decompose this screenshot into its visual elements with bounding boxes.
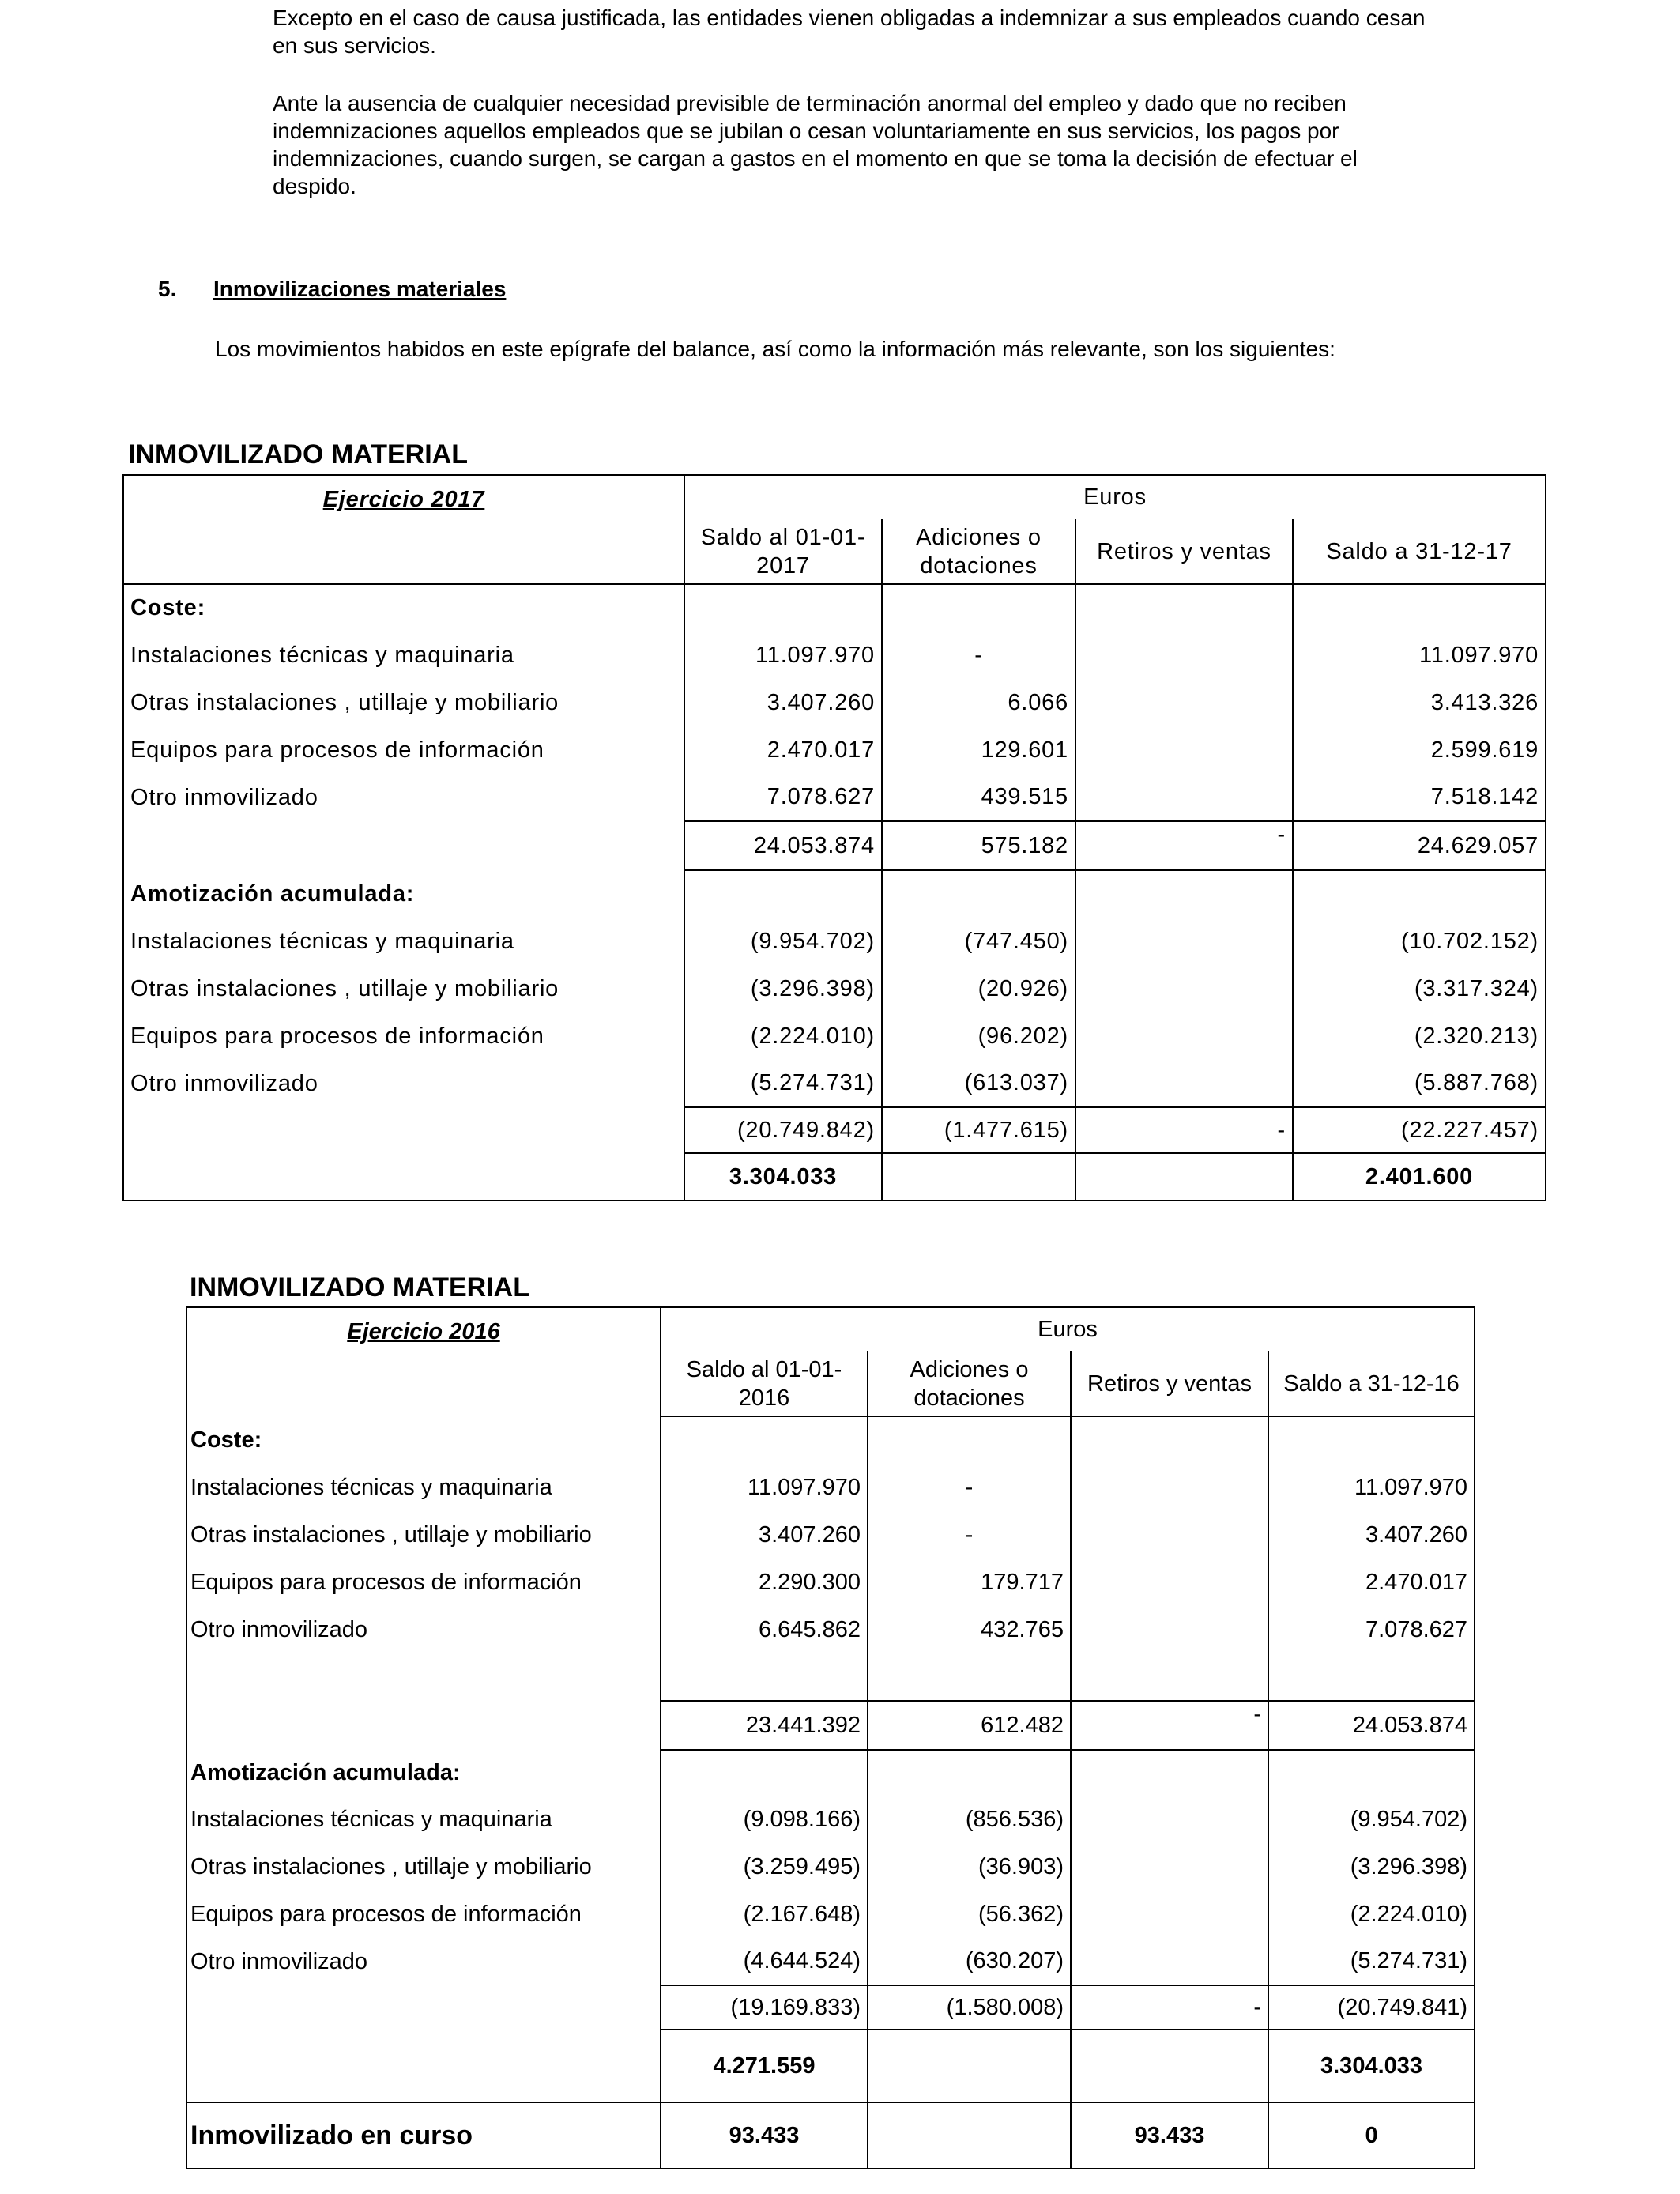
cell: (2.167.648) bbox=[661, 1891, 868, 1938]
cell bbox=[1075, 679, 1293, 726]
cell: - bbox=[868, 1511, 1071, 1559]
coste-total-row bbox=[123, 821, 1546, 870]
cell: (20.749.842) bbox=[684, 1107, 882, 1153]
cell: (9.954.702) bbox=[684, 918, 882, 965]
cell: (630.207) bbox=[868, 1938, 1071, 1985]
cell: (2.224.010) bbox=[684, 1012, 882, 1060]
table-row bbox=[123, 726, 1546, 774]
cell bbox=[1075, 774, 1293, 821]
section-heading bbox=[158, 277, 506, 302]
cell: 24.629.057 bbox=[1293, 821, 1546, 870]
cell: 3.407.260 bbox=[661, 1511, 868, 1559]
cell: 3.304.033 bbox=[684, 1153, 882, 1201]
ejercicio-2016-label: Ejercicio 2016 bbox=[347, 1319, 500, 1344]
cell: 24.053.874 bbox=[1268, 1701, 1475, 1750]
cell: 575.182 bbox=[882, 821, 1075, 870]
row-label: Equipos para procesos de información bbox=[190, 1569, 582, 1595]
cell: 612.482 bbox=[868, 1701, 1071, 1750]
cell: (4.644.524) bbox=[661, 1938, 868, 1985]
cell: (9.954.702) bbox=[1268, 1796, 1475, 1843]
cell bbox=[1075, 1012, 1293, 1060]
cell bbox=[1075, 1060, 1293, 1107]
cell: (5.274.731) bbox=[684, 1060, 882, 1107]
cell: - bbox=[882, 631, 1075, 679]
row-label: Equipos para procesos de información bbox=[130, 1023, 544, 1049]
table-row bbox=[123, 1060, 1546, 1107]
section-title: Inmovilizaciones materiales bbox=[213, 277, 507, 301]
cell: 2.401.600 bbox=[1293, 1153, 1546, 1201]
cell: 3.407.260 bbox=[1268, 1511, 1475, 1559]
cell bbox=[1075, 918, 1293, 965]
cell bbox=[1075, 726, 1293, 774]
col-retiros: Retiros y ventas bbox=[1075, 519, 1293, 584]
cell: (36.903) bbox=[868, 1843, 1071, 1891]
cell: 11.097.970 bbox=[684, 631, 882, 679]
paragraph-indemnizaciones-1: Excepto en el caso de causa justificada, las entidades vienen obligadas a indemnizar a sus empleados cuando cesan en sus servicios. bbox=[273, 6, 1426, 58]
cell: (20.926) bbox=[882, 965, 1075, 1012]
table-row bbox=[123, 1012, 1546, 1060]
cell: (3.317.324) bbox=[1293, 965, 1546, 1012]
amortizacion-total-row bbox=[123, 1107, 1546, 1153]
amortizacion-label: Amotización acumulada: bbox=[130, 880, 415, 907]
cell: 23.441.392 bbox=[661, 1701, 868, 1750]
col-adiciones: Adiciones o dotaciones bbox=[882, 519, 1075, 584]
cell: (20.749.841) bbox=[1268, 1985, 1475, 2030]
table-row bbox=[186, 1559, 1475, 1606]
section-number: 5. bbox=[158, 277, 177, 301]
table-2016-title: INMOVILIZADO MATERIAL bbox=[190, 1272, 529, 1302]
cell: 179.717 bbox=[868, 1559, 1071, 1606]
cell: 11.097.970 bbox=[661, 1464, 868, 1511]
table-row bbox=[123, 774, 1546, 821]
cell: - bbox=[868, 1464, 1071, 1511]
table-row bbox=[186, 1843, 1475, 1891]
neto-row bbox=[186, 2030, 1475, 2102]
euros-header: Euros bbox=[684, 475, 1546, 519]
row-label: Instalaciones técnicas y maquinaria bbox=[190, 1474, 552, 1500]
row-label: Equipos para procesos de información bbox=[190, 1901, 582, 1927]
coste-label: Coste: bbox=[130, 595, 206, 620]
cell: 7.078.627 bbox=[1268, 1606, 1475, 1653]
row-label: Instalaciones técnicas y maquinaria bbox=[130, 928, 514, 954]
amortizacion-total-row bbox=[186, 1985, 1475, 2030]
cell bbox=[1071, 1606, 1268, 1653]
table-row bbox=[123, 965, 1546, 1012]
cell bbox=[1075, 631, 1293, 679]
cell: (856.536) bbox=[868, 1796, 1071, 1843]
table-row bbox=[186, 1938, 1475, 1985]
cell: 93.433 bbox=[661, 2102, 868, 2169]
cell: (5.887.768) bbox=[1293, 1060, 1546, 1107]
cell: (19.169.833) bbox=[661, 1985, 868, 2030]
table-row bbox=[186, 1511, 1475, 1559]
row-label: Instalaciones técnicas y maquinaria bbox=[190, 1806, 552, 1832]
row-label: Otro inmovilizado bbox=[130, 784, 318, 810]
table-row bbox=[186, 1606, 1475, 1653]
cell bbox=[1071, 1464, 1268, 1511]
cell: - bbox=[1071, 1701, 1268, 1750]
row-label: Otro inmovilizado bbox=[190, 1948, 368, 1974]
row-label: Otras instalaciones , utillaje y mobiliario bbox=[130, 975, 559, 1001]
cell bbox=[1071, 1511, 1268, 1559]
cell: 2.599.619 bbox=[1293, 726, 1546, 774]
cell: 2.470.017 bbox=[1268, 1559, 1475, 1606]
cell: 6.645.862 bbox=[661, 1606, 868, 1653]
col-saldo-final: Saldo a 31-12-17 bbox=[1293, 519, 1546, 584]
cell: 3.304.033 bbox=[1268, 2030, 1475, 2102]
cell: 3.413.326 bbox=[1293, 679, 1546, 726]
coste-total-row bbox=[186, 1701, 1475, 1750]
row-label: Inmovilizado en curso bbox=[186, 2102, 661, 2169]
cell: 24.053.874 bbox=[684, 821, 882, 870]
cell: 7.518.142 bbox=[1293, 774, 1546, 821]
cell: 2.290.300 bbox=[661, 1559, 868, 1606]
cell: (9.098.166) bbox=[661, 1796, 868, 1843]
row-label: Otro inmovilizado bbox=[190, 1616, 368, 1642]
cell: 6.066 bbox=[882, 679, 1075, 726]
row-label: Otras instalaciones , utillaje y mobiliario bbox=[190, 1521, 592, 1547]
col-retiros: Retiros y ventas bbox=[1071, 1351, 1268, 1416]
table-row bbox=[123, 631, 1546, 679]
cell bbox=[1071, 1938, 1268, 1985]
cell: 432.765 bbox=[868, 1606, 1071, 1653]
cell: 4.271.559 bbox=[661, 2030, 868, 2102]
cell: 11.097.970 bbox=[1293, 631, 1546, 679]
cell: (2.320.213) bbox=[1293, 1012, 1546, 1060]
table-row bbox=[123, 679, 1546, 726]
cell: (3.259.495) bbox=[661, 1843, 868, 1891]
cell: (3.296.398) bbox=[684, 965, 882, 1012]
table-row bbox=[186, 1464, 1475, 1511]
cell: (10.702.152) bbox=[1293, 918, 1546, 965]
cell: 0 bbox=[1268, 2102, 1475, 2169]
table-row bbox=[186, 1891, 1475, 1938]
cell: (5.274.731) bbox=[1268, 1938, 1475, 1985]
euros-header: Euros bbox=[661, 1307, 1475, 1351]
cell: 7.078.627 bbox=[684, 774, 882, 821]
col-saldo-final: Saldo a 31-12-16 bbox=[1268, 1351, 1475, 1416]
ejercicio-2017-label: Ejercicio 2017 bbox=[322, 487, 485, 512]
cell: 2.470.017 bbox=[684, 726, 882, 774]
row-label: Otras instalaciones , utillaje y mobiliario bbox=[190, 1853, 592, 1879]
cell bbox=[1071, 1843, 1268, 1891]
cell bbox=[1071, 1891, 1268, 1938]
section-intro-text: Los movimientos habidos en este epígrafe del balance, así como la información más relevante, son los siguientes: bbox=[215, 337, 1335, 361]
cell bbox=[1071, 1796, 1268, 1843]
cell: - bbox=[1075, 1107, 1293, 1153]
cell bbox=[1071, 1559, 1268, 1606]
table-row bbox=[123, 918, 1546, 965]
coste-label: Coste: bbox=[190, 1427, 262, 1453]
cell: (22.227.457) bbox=[1293, 1107, 1546, 1153]
cell: - bbox=[1075, 821, 1293, 870]
cell: (3.296.398) bbox=[1268, 1843, 1475, 1891]
row-label: Otro inmovilizado bbox=[130, 1070, 318, 1096]
table-2017 bbox=[122, 474, 1546, 1201]
cell: (1.477.615) bbox=[882, 1107, 1075, 1153]
amortizacion-label: Amotización acumulada: bbox=[190, 1759, 461, 1785]
neto-row bbox=[123, 1153, 1546, 1201]
row-label: Otras instalaciones , utillaje y mobiliario bbox=[130, 689, 559, 715]
cell: 129.601 bbox=[882, 726, 1075, 774]
cell: (2.224.010) bbox=[1268, 1891, 1475, 1938]
table-2017-title: INMOVILIZADO MATERIAL bbox=[128, 439, 468, 469]
cell: (613.037) bbox=[882, 1060, 1075, 1107]
en-curso-row bbox=[186, 2102, 1475, 2169]
cell: 93.433 bbox=[1071, 2102, 1268, 2169]
cell: (56.362) bbox=[868, 1891, 1071, 1938]
cell: 3.407.260 bbox=[684, 679, 882, 726]
row-label: Instalaciones técnicas y maquinaria bbox=[130, 642, 514, 668]
table-row bbox=[186, 1796, 1475, 1843]
table-2016 bbox=[186, 1306, 1475, 2169]
col-saldo-inicial: Saldo al 01-01-2016 bbox=[661, 1351, 868, 1416]
col-saldo-inicial: Saldo al 01-01-2017 bbox=[684, 519, 882, 584]
cell: 11.097.970 bbox=[1268, 1464, 1475, 1511]
col-adiciones: Adiciones o dotaciones bbox=[868, 1351, 1071, 1416]
cell: (96.202) bbox=[882, 1012, 1075, 1060]
paragraph-indemnizaciones-2: Ante la ausencia de cualquier necesidad previsible de terminación anormal del empleo y dado que no reciben indemnizaciones aquellos empleados que se jubilan o cesan voluntariamente en sus servicios, los pagos por indemnizaciones, cuando surgen, se cargan a gastos en el momento en que se toma la decisión de efectuar el despido. bbox=[273, 91, 1358, 198]
cell: - bbox=[1071, 1985, 1268, 2030]
cell: 439.515 bbox=[882, 774, 1075, 821]
row-label: Equipos para procesos de información bbox=[130, 737, 544, 763]
cell bbox=[1075, 965, 1293, 1012]
cell: (1.580.008) bbox=[868, 1985, 1071, 2030]
cell: (747.450) bbox=[882, 918, 1075, 965]
